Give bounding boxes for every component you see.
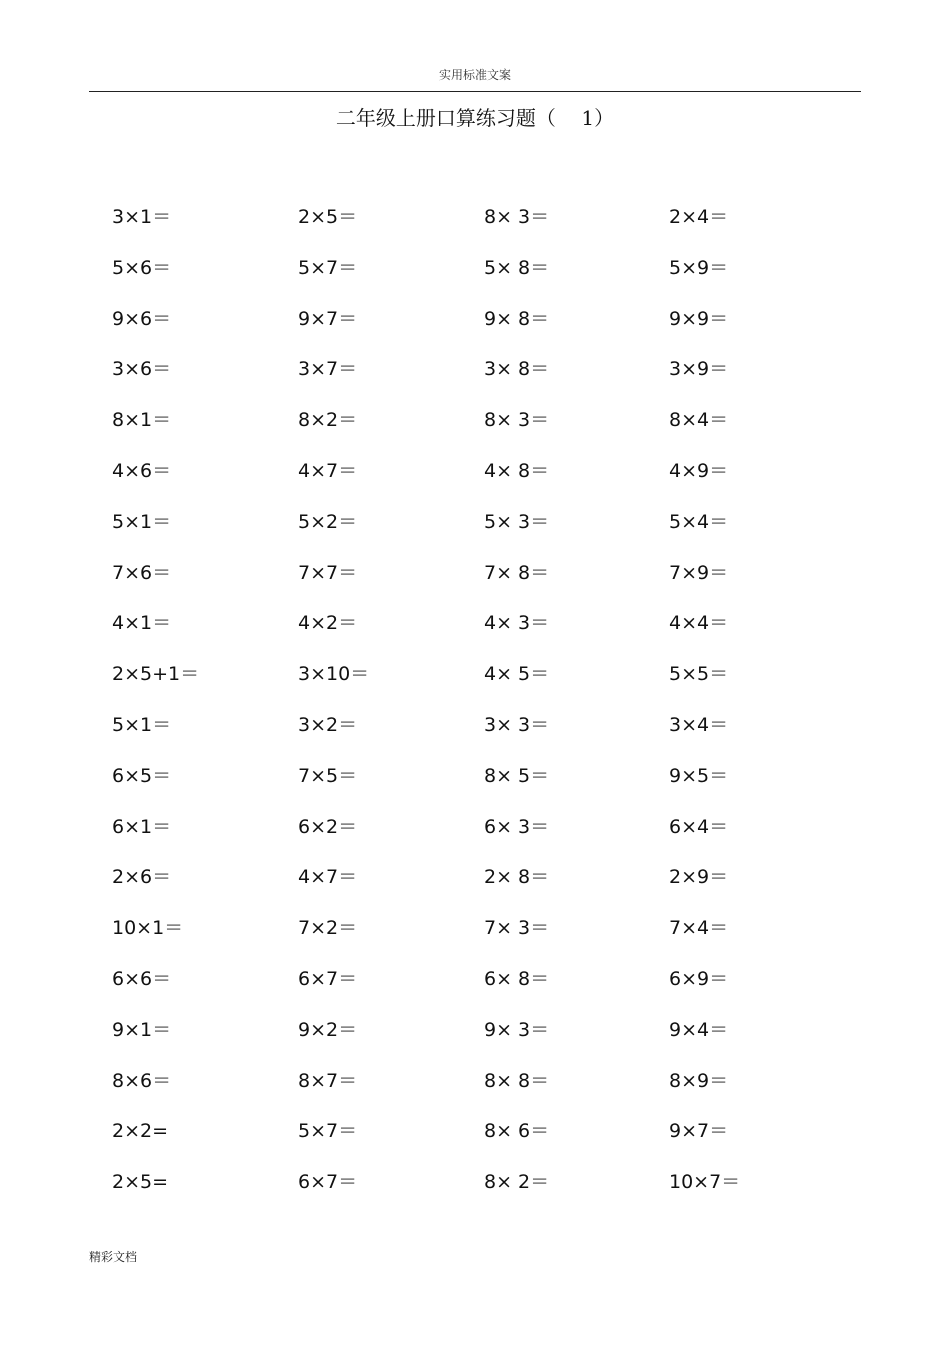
math-problem: 8× 8＝ [484, 1069, 550, 1092]
math-problem: 4×1＝ [112, 612, 172, 635]
math-problem: 9×1＝ [112, 1018, 172, 1041]
math-problem: 9×5＝ [669, 764, 729, 787]
header-divider [89, 91, 861, 92]
math-problem: 6×5＝ [112, 764, 172, 787]
math-problem: 9×2＝ [298, 1018, 358, 1041]
math-problem: 5× 8＝ [484, 256, 550, 279]
math-problem: 3×7＝ [298, 358, 358, 381]
math-problem: 2×5= [112, 1171, 169, 1194]
math-problem: 6×1＝ [112, 815, 172, 838]
math-problem: 6×9＝ [669, 967, 729, 990]
math-problem: 10×1＝ [112, 917, 184, 940]
problem-grid [112, 195, 812, 1211]
math-problem: 8× 2＝ [484, 1171, 550, 1194]
math-problem: 2×4＝ [669, 206, 729, 228]
math-problem: 3×6＝ [112, 358, 172, 381]
math-problem: 4×7＝ [298, 866, 358, 889]
math-problem: 8×9＝ [669, 1069, 729, 1092]
math-problem: 2×6＝ [112, 866, 172, 889]
math-problem: 3×10＝ [298, 663, 370, 686]
math-problem: 7× 3＝ [484, 917, 550, 940]
math-problem: 2×5+1＝ [112, 663, 200, 686]
math-problem: 4×7＝ [298, 459, 358, 482]
math-problem: 6×6＝ [112, 967, 172, 990]
math-problem: 6×7＝ [298, 967, 358, 990]
math-problem: 7× 8＝ [484, 561, 550, 584]
math-problem: 7×6＝ [112, 561, 172, 584]
math-problem: 6× 3＝ [484, 815, 550, 838]
math-problem: 3× 3＝ [484, 713, 550, 736]
math-problem: 8×6＝ [112, 1069, 172, 1092]
math-problem: 5×4＝ [669, 510, 729, 533]
math-problem: 8×4＝ [669, 409, 729, 432]
math-problem: 9× 8＝ [484, 307, 550, 330]
math-problem: 7×7＝ [298, 561, 358, 584]
math-problem: 5×7＝ [298, 1120, 358, 1143]
math-problem: 5×1＝ [112, 510, 172, 533]
math-problem: 8× 3＝ [484, 206, 550, 228]
math-problem: 6×7＝ [298, 1171, 358, 1194]
math-problem: 4× 5＝ [484, 663, 550, 686]
math-problem: 3× 8＝ [484, 358, 550, 381]
math-problem: 6×4＝ [669, 815, 729, 838]
math-problem: 3×9＝ [669, 358, 729, 381]
math-problem: 5× 3＝ [484, 510, 550, 533]
math-problem: 2× 8＝ [484, 866, 550, 889]
math-problem: 8×7＝ [298, 1069, 358, 1092]
math-problem: 6× 8＝ [484, 967, 550, 990]
page-header: 实用标准文案 [438, 68, 511, 82]
math-problem: 8× 3＝ [484, 409, 550, 432]
math-problem: 8× 6＝ [484, 1120, 550, 1143]
math-problem: 4×2＝ [298, 612, 358, 635]
math-problem: 2×9＝ [669, 866, 729, 889]
math-problem: 5×7＝ [298, 256, 358, 279]
math-problem: 5×1＝ [112, 713, 172, 736]
math-problem: 4×6＝ [112, 459, 172, 482]
math-problem: 9×4＝ [669, 1018, 729, 1041]
math-problem: 7×9＝ [669, 561, 729, 584]
math-problem: 4× 3＝ [484, 612, 550, 635]
worksheet-title: 二年级上册口算练习题（ 1） [335, 106, 615, 130]
math-problem: 7×4＝ [669, 917, 729, 940]
math-problem: 7×2＝ [298, 917, 358, 940]
math-problem: 4×9＝ [669, 459, 729, 482]
math-problem: 9× 3＝ [484, 1018, 550, 1041]
math-problem: 9×7＝ [669, 1120, 729, 1143]
math-problem: 5×2＝ [298, 510, 358, 533]
page-footer: 精彩文档 [89, 1250, 138, 1264]
math-problem: 2×5＝ [298, 206, 358, 228]
math-problem: 5×5＝ [669, 663, 729, 686]
math-problem: 9×9＝ [669, 307, 729, 330]
math-problem: 3×2＝ [298, 713, 358, 736]
math-problem: 5×6＝ [112, 256, 172, 279]
math-problem: 3×1＝ [112, 206, 172, 228]
math-problem: 6×2＝ [298, 815, 358, 838]
math-problem: 7×5＝ [298, 764, 358, 787]
math-problem: 4× 8＝ [484, 459, 550, 482]
math-problem: 9×6＝ [112, 307, 172, 330]
math-problem: 4×4＝ [669, 612, 729, 635]
math-problem: 5×9＝ [669, 256, 729, 279]
math-problem: 8× 5＝ [484, 764, 550, 787]
math-problem: 9×7＝ [298, 307, 358, 330]
math-problem: 8×2＝ [298, 409, 358, 432]
math-problem: 8×1＝ [112, 409, 172, 432]
math-problem: 2×2= [112, 1120, 169, 1143]
math-problem: 3×4＝ [669, 713, 729, 736]
math-problem: 10×7＝ [669, 1171, 741, 1194]
